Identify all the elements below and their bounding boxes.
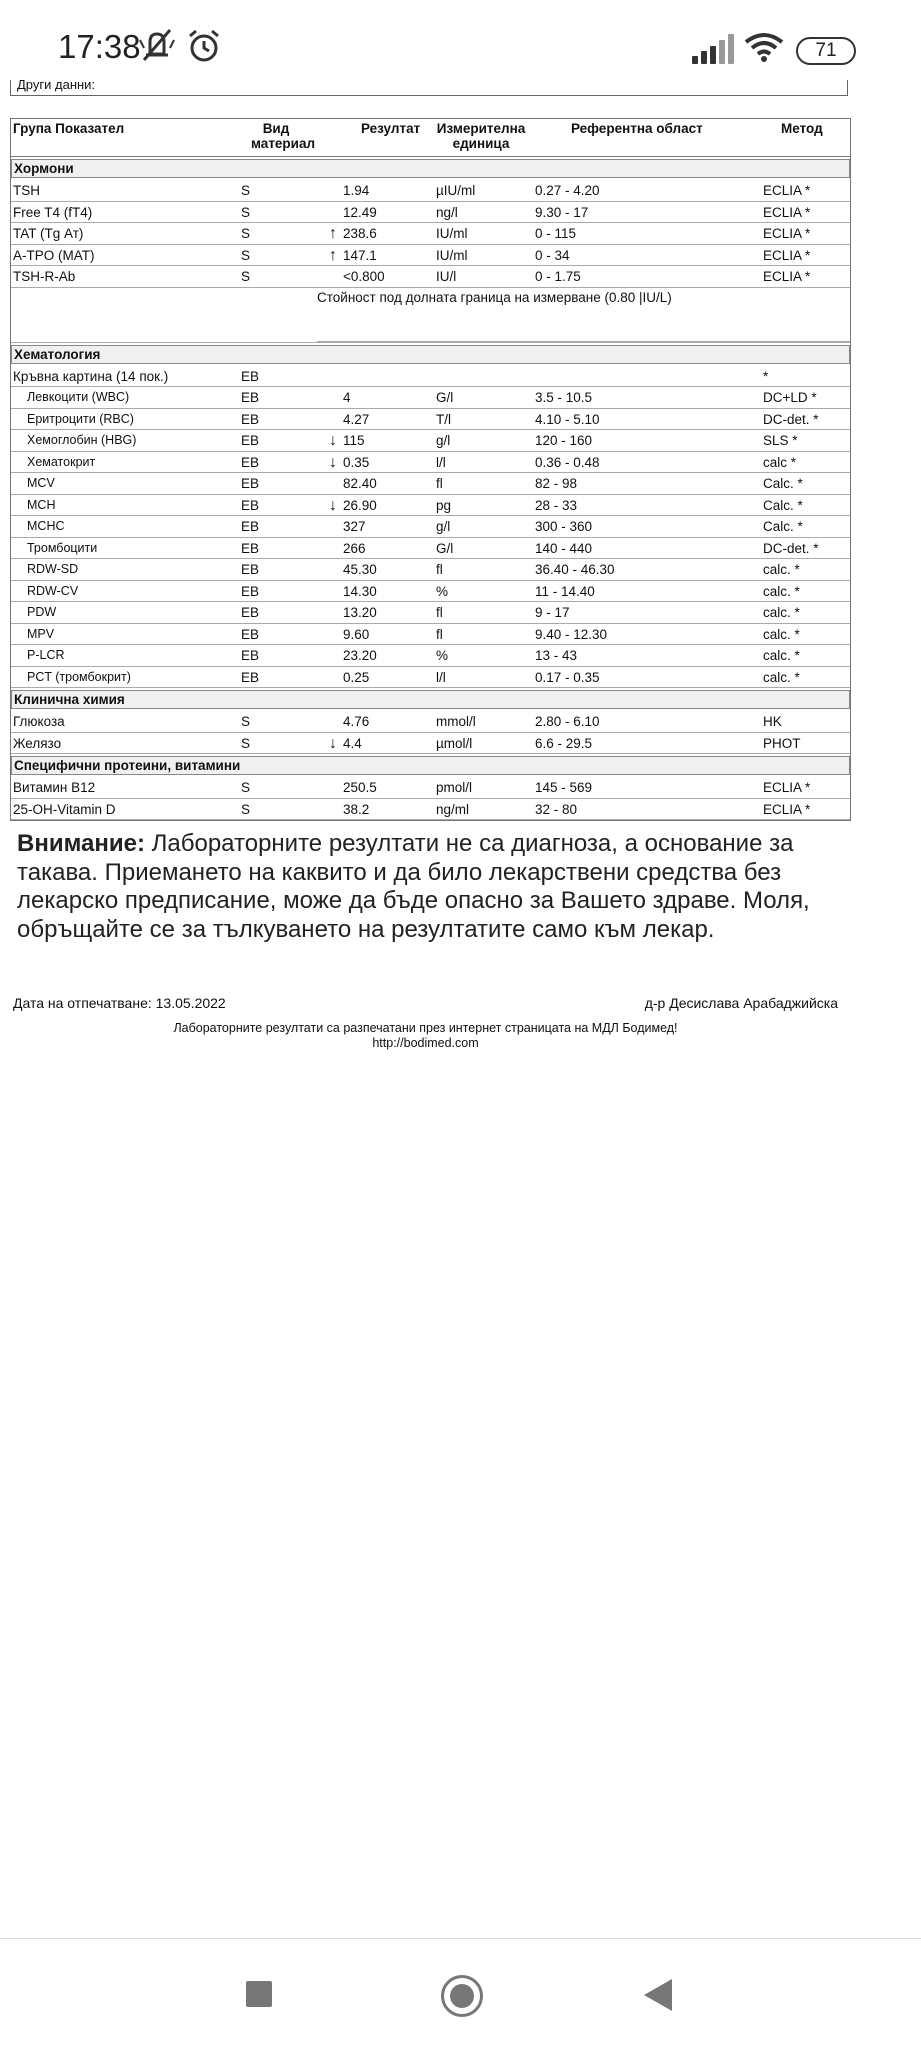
unit: fl <box>436 476 443 491</box>
table-row <box>11 581 850 603</box>
unit: ng/ml <box>436 801 470 817</box>
footnote-text: Лабораторните резултати са разпечатани през интернет страницата на МДЛ Бодимед! <box>173 1021 678 1035</box>
table-row <box>11 245 850 267</box>
unit: G/l <box>436 540 454 556</box>
table-row <box>11 202 850 224</box>
test-name: RDW-SD <box>27 562 79 576</box>
reference-range: 3.5 - 10.5 <box>535 390 593 405</box>
result-value: 45.30 <box>343 562 377 577</box>
test-name: PDW <box>27 605 57 619</box>
battery-indicator: 71 <box>796 37 856 65</box>
method: ECLIA * <box>763 801 811 817</box>
home-button[interactable] <box>441 1975 483 2017</box>
test-name: Хематокрит <box>27 454 96 469</box>
reference-range: 28 - 33 <box>535 497 578 513</box>
result-value: 4 <box>343 390 351 405</box>
test-name: Еритроцити (RBC) <box>27 411 134 426</box>
back-button[interactable] <box>644 1979 672 2011</box>
reference-range: 0.27 - 4.20 <box>535 183 600 198</box>
method: calc. * <box>763 626 800 642</box>
unit: µmol/l <box>436 735 473 751</box>
test-name: P-LCR <box>27 648 65 662</box>
test-name: Левкоцити (WBC) <box>27 390 130 404</box>
reference-range: 9 - 17 <box>535 605 570 620</box>
material: S <box>241 204 251 220</box>
col-reference: Референтна област <box>571 121 703 136</box>
section-heading: Хормони <box>11 159 850 178</box>
material: EB <box>241 583 260 599</box>
test-name: PCT (тромбокрит) <box>27 669 131 684</box>
material: S <box>241 183 251 198</box>
material: EB <box>241 605 260 620</box>
table-row <box>11 733 850 755</box>
result-value: 238.6 <box>343 226 377 241</box>
method: Calc. * <box>763 476 803 491</box>
reference-range: 6.6 - 29.5 <box>535 735 593 751</box>
test-name: Хемоглобин (HBG) <box>27 433 137 447</box>
result-value: 82.40 <box>343 476 377 491</box>
method: * <box>763 368 769 384</box>
test-name: TSH-R-Ab <box>13 269 76 284</box>
reference-range: 145 - 569 <box>535 780 593 795</box>
alarm-icon <box>186 28 222 64</box>
disclaimer <box>17 830 877 944</box>
test-name: Витамин B12 <box>13 780 96 795</box>
table-row <box>11 495 850 517</box>
table-row <box>11 452 850 474</box>
table-row <box>11 711 850 733</box>
reference-range: 9.30 - 17 <box>535 204 589 220</box>
table-row <box>11 516 850 538</box>
table-row <box>11 777 850 799</box>
unit: G/l <box>436 390 454 405</box>
reference-range: 0 - 34 <box>535 247 570 263</box>
result-value: 147.1 <box>343 247 377 263</box>
material: S <box>241 714 251 729</box>
method: Calc. * <box>763 519 803 534</box>
method: DC-det. * <box>763 411 819 427</box>
navigation-bar <box>0 1938 921 2049</box>
unit: g/l <box>436 519 451 534</box>
section-heading: Специфични протеини, витамини <box>11 756 850 775</box>
method: calc. * <box>763 669 800 685</box>
unit: ng/l <box>436 204 458 220</box>
table-header <box>11 119 850 157</box>
result-value: 4.4 <box>343 735 362 751</box>
col-unit: Измерителна единица <box>436 121 526 151</box>
method: calc. * <box>763 648 800 663</box>
material: S <box>241 735 251 751</box>
result-value: 0.35 <box>343 454 370 470</box>
result-value: 14.30 <box>343 583 377 599</box>
unit: fl <box>436 562 443 577</box>
disclaimer-label: Внимание: <box>17 830 145 857</box>
unit: pmol/l <box>436 780 473 795</box>
table-body <box>11 159 850 820</box>
method: ECLIA * <box>763 226 811 241</box>
unit: g/l <box>436 433 451 448</box>
disclaimer-text: Лабораторните резултати не са диагноза, а основание за такава. Приемането на каквито и да било лекарствени средства без лекарско предписание, може да бъде опасно за Вашето здраве. Моля, обръщайте се за тълкуването на резултатите само към лекар. <box>17 830 810 943</box>
table-row <box>11 366 850 388</box>
material: EB <box>241 476 260 491</box>
print-date: Дата на отпечатване: 13.05.2022 <box>13 995 226 1011</box>
reference-range: 4.10 - 5.10 <box>535 411 600 427</box>
material: EB <box>241 411 260 427</box>
test-name: 25-OH-Vitamin D <box>13 801 116 817</box>
table-row <box>11 223 850 245</box>
reference-range: 36.40 - 46.30 <box>535 562 615 577</box>
reference-range: 120 - 160 <box>535 433 593 448</box>
method: ECLIA * <box>763 780 811 795</box>
unit: fl <box>436 626 443 642</box>
result-value: <0.800 <box>343 269 385 284</box>
section-heading: Клинична химия <box>11 690 850 709</box>
reference-range: 0.36 - 0.48 <box>535 454 600 470</box>
material: EB <box>241 540 260 556</box>
result-value: 0.25 <box>343 669 370 685</box>
result-value: 13.20 <box>343 605 377 620</box>
other-data-label: Други данни: <box>10 80 848 96</box>
method: ECLIA * <box>763 247 811 263</box>
unit: pg <box>436 497 452 513</box>
test-name: A-TPO (MAT) <box>13 247 95 263</box>
unit: IU/l <box>436 269 457 284</box>
table-row <box>11 473 850 495</box>
reference-range: 2.80 - 6.10 <box>535 714 600 729</box>
unit: µIU/ml <box>436 183 476 198</box>
material: EB <box>241 497 260 513</box>
method: calc. * <box>763 605 800 620</box>
material: EB <box>241 390 260 405</box>
unit: fl <box>436 605 443 620</box>
reference-range: 0 - 115 <box>535 226 577 241</box>
reference-range: 32 - 80 <box>535 801 578 817</box>
test-name: Желязо <box>13 735 62 751</box>
result-value: 23.20 <box>343 648 377 663</box>
signal-icon <box>692 34 736 64</box>
section-heading: Хематология <box>11 345 850 364</box>
test-name: Тромбоцити <box>27 540 98 555</box>
table-row <box>11 559 850 581</box>
material: EB <box>241 562 260 577</box>
material: EB <box>241 648 260 663</box>
table-row <box>11 624 850 646</box>
material: EB <box>241 626 260 642</box>
unit: IU/ml <box>436 247 468 263</box>
unit: IU/ml <box>436 226 468 241</box>
test-name: TSH <box>13 183 40 198</box>
table-row <box>11 430 850 452</box>
reference-range: 0.17 - 0.35 <box>535 669 600 685</box>
reference-range: 300 - 360 <box>535 519 593 534</box>
method: calc. * <box>763 562 800 577</box>
col-material: Вид материал <box>251 121 316 151</box>
footnote-url[interactable]: http://bodimed.com <box>372 1036 479 1050</box>
method: calc. * <box>763 583 800 599</box>
method: ECLIA * <box>763 204 811 220</box>
reference-range: 82 - 98 <box>535 476 578 491</box>
unit: mmol/l <box>436 714 476 729</box>
method: Calc. * <box>763 497 803 513</box>
result-value: 4.76 <box>343 714 370 729</box>
unit: % <box>436 583 449 599</box>
material: S <box>241 247 251 263</box>
test-name: Глюкоза <box>13 714 65 729</box>
unit: T/l <box>436 411 451 427</box>
result-value: 38.2 <box>343 801 370 817</box>
material: S <box>241 780 251 795</box>
col-group: Група Показател <box>13 121 125 136</box>
test-name: MCH <box>27 497 56 512</box>
table-row <box>11 409 850 431</box>
method: ECLIA * <box>763 183 811 198</box>
table-row <box>11 538 850 560</box>
method: ECLIA * <box>763 269 811 284</box>
wifi-icon <box>744 32 784 62</box>
test-name: Кръвна картина (14 пок.) <box>13 368 169 384</box>
test-name: MPV <box>27 626 55 641</box>
material: EB <box>241 519 260 534</box>
test-name: MCV <box>27 476 55 490</box>
arrow-up-icon: ↑ <box>329 246 337 264</box>
table-row <box>11 799 850 821</box>
arrow-down-icon: ↓ <box>329 496 337 514</box>
results-table <box>10 118 851 821</box>
footnote <box>13 1021 838 1051</box>
reference-range: 13 - 43 <box>535 648 578 663</box>
material: S <box>241 801 251 817</box>
result-value: 12.49 <box>343 204 377 220</box>
material: S <box>241 269 251 284</box>
col-result: Резултат <box>361 121 421 136</box>
reference-range: 11 - 14.40 <box>535 583 595 599</box>
material: EB <box>241 454 260 470</box>
method: DC-det. * <box>763 540 819 556</box>
section-note-area <box>11 288 850 343</box>
result-value: 250.5 <box>343 780 377 795</box>
status-bar <box>0 0 921 80</box>
method: SLS * <box>763 433 798 448</box>
result-value: 1.94 <box>343 183 370 198</box>
material: EB <box>241 433 260 448</box>
arrow-down-icon: ↓ <box>329 734 337 752</box>
test-name: RDW-CV <box>27 583 79 598</box>
test-name: Free T4 (fT4) <box>13 204 93 220</box>
result-value: 26.90 <box>343 497 377 513</box>
table-row <box>11 266 850 288</box>
section-note: Стойност под долната граница на измерване (0.80 |IU/L) <box>317 289 672 305</box>
arrow-down-icon: ↓ <box>329 453 337 471</box>
table-row <box>11 180 850 202</box>
method: HK <box>763 714 782 729</box>
reference-range: 9.40 - 12.30 <box>535 626 608 642</box>
material: EB <box>241 368 260 384</box>
unit: l/l <box>436 454 446 470</box>
reference-range: 140 - 440 <box>535 540 593 556</box>
table-row <box>11 667 850 689</box>
material: S <box>241 226 251 241</box>
doctor-name: д-р Десислава Арабаджийска <box>644 995 838 1011</box>
recent-apps-button[interactable] <box>246 1981 272 2007</box>
table-row <box>11 602 850 624</box>
clock: 17:38 <box>58 28 141 65</box>
result-value: 266 <box>343 540 366 556</box>
table-row <box>11 645 850 667</box>
unit: l/l <box>436 669 446 685</box>
method: PHOT <box>763 735 801 751</box>
test-name: MCHC <box>27 519 65 533</box>
material: EB <box>241 669 260 685</box>
mute-icon <box>138 28 176 62</box>
method: calc * <box>763 454 797 470</box>
arrow-up-icon: ↑ <box>329 225 337 242</box>
arrow-down-icon: ↓ <box>329 432 337 449</box>
method: DC+LD * <box>763 390 817 405</box>
result-value: 115 <box>343 433 365 448</box>
test-name: TAT (Tg Ат) <box>13 226 84 241</box>
col-method: Метод <box>781 121 823 136</box>
reference-range: 0 - 1.75 <box>535 269 581 284</box>
result-value: 9.60 <box>343 626 370 642</box>
unit: % <box>436 648 449 663</box>
table-row <box>11 387 850 409</box>
result-value: 327 <box>343 519 366 534</box>
result-value: 4.27 <box>343 411 370 427</box>
